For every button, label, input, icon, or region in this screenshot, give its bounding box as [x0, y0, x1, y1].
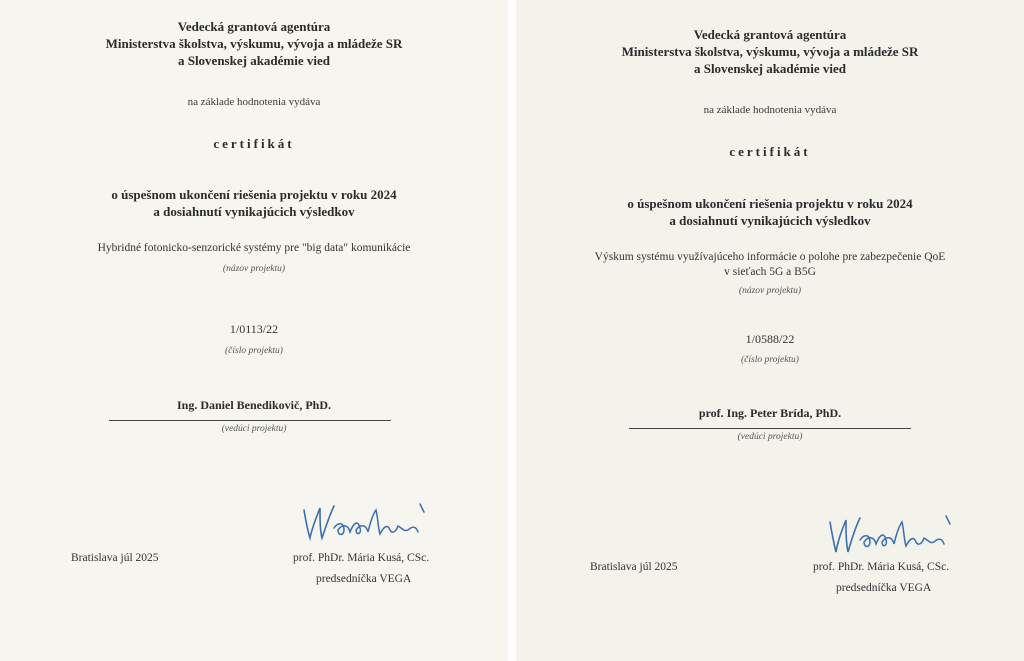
ministry-name: Ministerstva školstva, výskumu, vývoja a mládeže SR	[105, 36, 403, 51]
certificate-left	[0, 0, 508, 661]
project-name-line2: v sieťach 5G a B5G	[724, 266, 816, 278]
project-number: 1/0113/22	[229, 322, 279, 336]
handwritten-signature	[824, 510, 964, 558]
project-number-caption: (číslo projektu)	[741, 355, 799, 365]
project-name-line1: Výskum systému využívajúceho informácie o polohe pre zabezpečenie QoE	[594, 251, 946, 263]
certificate-subtitle-line2: a dosiahnutí vynikajúcich výsledkov	[153, 204, 355, 219]
project-number: 1/0588/22	[745, 332, 795, 346]
project-name: Hybridné fotonicko-senzorické systémy pre "big data" komunikácie	[97, 242, 411, 254]
signatory-name: prof. PhDr. Mária Kusá, CSc.	[813, 561, 950, 573]
leader-signature-line	[629, 428, 911, 429]
project-leader: Ing. Daniel Benedikovič, PhD.	[176, 398, 332, 412]
certificate-subtitle-line2: a dosiahnutí vynikajúcich výsledkov	[669, 213, 871, 228]
certificate-right	[516, 0, 1024, 661]
agency-name: Vedecká grantová agentúra	[693, 27, 847, 42]
issued-by-text: na základe hodnotenia vydáva	[187, 96, 321, 108]
issued-by-text: na základe hodnotenia vydáva	[703, 104, 837, 116]
project-name-caption: (názov projektu)	[738, 286, 802, 296]
leader-signature-line	[109, 420, 391, 421]
agency-name: Vedecká grantová agentúra	[177, 19, 331, 34]
project-leader-caption: (vedúci projektu)	[737, 432, 803, 442]
signatory-name: prof. PhDr. Mária Kusá, CSc.	[293, 552, 430, 564]
project-number-caption: (číslo projektu)	[225, 346, 283, 356]
certificate-subtitle-line1: o úspešnom ukončení riešenia projektu v roku 2024	[111, 187, 397, 202]
project-name-caption: (názov projektu)	[222, 264, 286, 274]
project-leader: prof. Ing. Peter Brída, PhD.	[698, 406, 842, 420]
ministry-name: Ministerstva školstva, výskumu, vývoja a mládeže SR	[621, 44, 919, 59]
handwritten-signature	[298, 498, 438, 544]
project-leader-caption: (vedúci projektu)	[221, 424, 287, 434]
certificate-subtitle-line1: o úspešnom ukončení riešenia projektu v roku 2024	[627, 196, 913, 211]
place-and-date: Bratislava júl 2025	[590, 561, 678, 573]
signatory-role: predsedníčka VEGA	[836, 582, 932, 594]
certificate-title: certifikát	[213, 136, 295, 151]
academy-name: a Slovenskej akadémie vied	[693, 61, 847, 76]
signatory-role: predsedníčka VEGA	[316, 573, 412, 585]
certificate-title: certifikát	[729, 144, 811, 159]
place-and-date: Bratislava júl 2025	[71, 552, 159, 564]
academy-name: a Slovenskej akadémie vied	[177, 53, 331, 68]
